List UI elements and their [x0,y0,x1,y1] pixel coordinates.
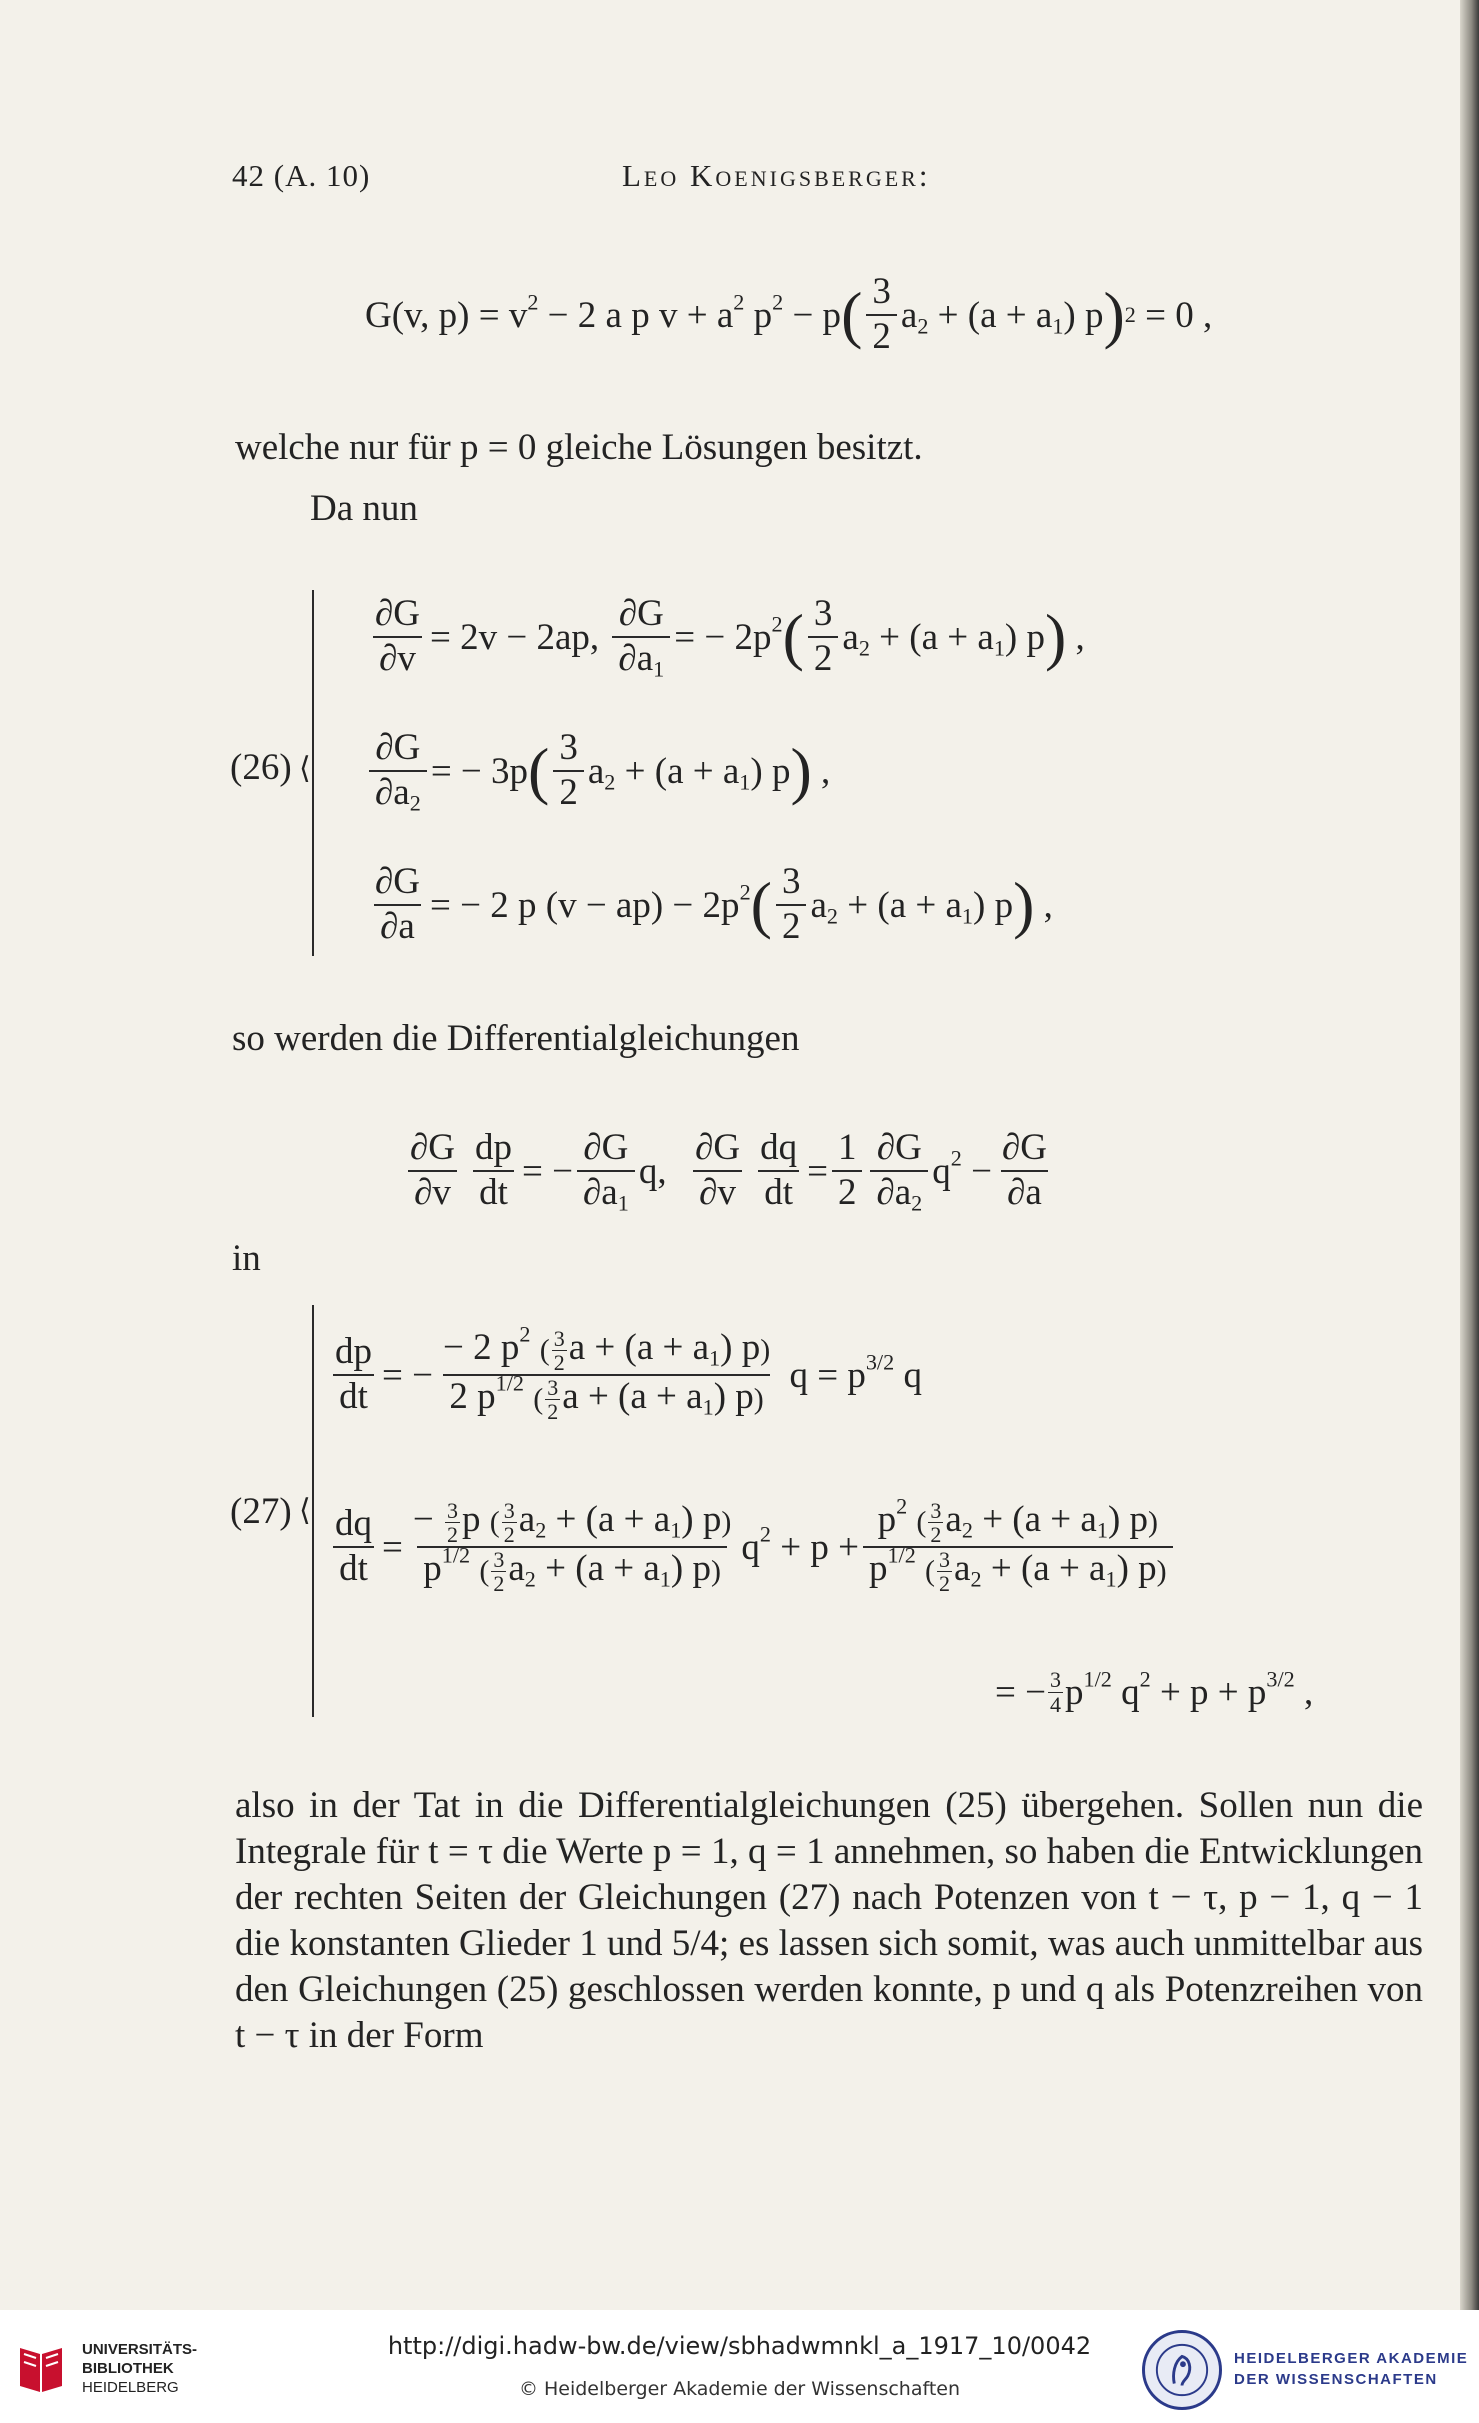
equation-G: G(v, $p) = v^2 - 2$ a p $v + a^2$ $p^2 - p$ ( $\frac{3}{2}$ $a_2 + (a + a_1)$ p ) 2 = 0 , [365,271,1213,357]
equation-27b: $\frac{dq}{dt}$ = − $\frac{3}{2}$ p ( $\frac{3}{2}$ $a_2 + (a + a_1)$ p) $p^{1/2}$ ( $\frac{3}{2}$ $a_2 + (a + a_1)$ p) $q^2 + p$ + $p^2$ ( $\frac{3}{2}$ $a_2 + (a + a_1)$ p) $p^{1/2}$ ( $\frac{3}{2}$ $a_2 + (a + a_1)$ p) [325,1472,1177,1622]
library-name-line1: UNIVERSITÄTS- [82,2341,198,2358]
library-name-line2: BIBLIOTHEK [82,2360,174,2377]
library-name-line3: HEIDELBERG [82,2379,179,2396]
page-edge-shadow [1460,0,1479,2310]
copyright-notice: © Heidelberger Akademie der Wissenschaften [518,2378,961,2400]
author-name: Leo Koenigsberger: [622,158,931,193]
academy-name [1234,2348,1468,2390]
paragraph-in: in [232,1238,261,1279]
page-number: 42 (A. 10) [232,158,371,193]
equation-differential: $\frac{\partial G}{\partial v}$ $\frac{dp}{dt}$ = − $\frac{\partial G}{\partial a_1}$ q, $\frac{\partial G}{\partial v}$ $\frac{dq}{dt}$ = $\frac{1}{2}$ $\frac{\partial G}{\partial a_2}$ $q^2$ − $\frac{\partial G}{\partial a}$ [410,1127,1047,1216]
equation-27c: = − $\frac{3}{4}$ $p^{1/2}$ $q^2 + p + p^{3/2}$ , [995,1665,1314,1717]
equation-label-26: (26) [230,747,292,788]
brace-26 [312,590,314,956]
equation-label-27: (27) [230,1491,292,1532]
equation-26a: $\frac{\partial G}{\partial v}$ = 2v − 2ap, $\frac{\partial G}{\partial a_1}$ = − $2p^2$ ( $\frac{3}{2}$ $a_2 + (a + a_1)$ p ) , [375,593,1085,682]
brace-27-tip: ⟨ [299,1494,311,1527]
footer-bar [0,2310,1479,2423]
equation-26b: $\frac{\partial G}{\partial a_2}$ = − 3p ( $\frac{3}{2}$ $a_2 + (a + a_1)$ p ) , [365,716,830,826]
paragraph-integrale: also in der Tat in die Differentialgleichungen (25) übergehen. Sollen nun die Integrale für t = τ die Werte p = 1, q = 1 annehmen, so haben die Entwicklungen der rechten Seiten der Gleichungen (27) nach Potenzen von t − τ, p − 1, q − 1 die konstanten Glieder 1 und 5/4; es lassen sich somit, was auch unmittelbar aus den Gleichungen (25) geschlossen werden konnte, p und q als Potenzreihen von t − τ in der Form [235,1785,1423,2056]
brace-26-tip: ⟨ [299,752,311,785]
paragraph-differentialgleichungen: so werden die Differentialgleichungen [232,1018,800,1059]
paragraph-solutions: welche nur für p = 0 gleiche Lösungen besitzt. [235,427,923,468]
paragraph-da-nun: Da nun [310,488,418,529]
brace-27 [312,1305,314,1717]
equation-27a: $\frac{dp}{dt}$ = − − 2 $p^2$ ( $\frac{3}{2}$ $a + (a + a_1)$ p) 2 $p^{1/2}$ ( $\frac{3}{2}$ $a + (a + a_1)$ p) $q = p^{3/2}$ q [335,1321,922,1425]
equation-26c: $\frac{\partial G}{\partial a}$ = − 2 p $(v - ap) - 2p^2$ ( $\frac{3}{2}$ $a_2 + (a + a_1)$ p ) , [375,861,1053,947]
academy-name-line1: HEIDELBERGER AKADEMIE [1234,2350,1469,2367]
source-url-link[interactable]: http://digi.hadw-bw.de/view/sbhadwmnkl_a_1917_10/0042 [387,2332,1092,2360]
academy-seal-icon [1142,2330,1222,2410]
academy-name-line2: DER WISSENSCHAFTEN [1234,2371,1438,2388]
